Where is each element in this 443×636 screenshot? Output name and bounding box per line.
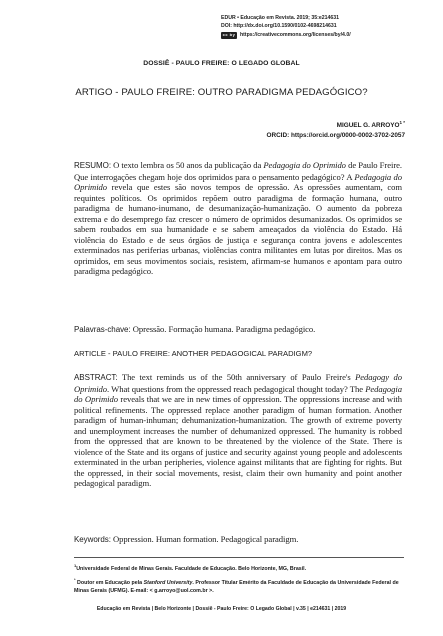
abstract-en-label: ABSTRACT:	[74, 373, 118, 382]
abstract-en-text: . What questions from the oppressed reach pedagogical thought today? The	[107, 383, 366, 394]
footnote-text: . Professor Titular Emérito da Faculdade de Educação da Universidade Federal de Minas Gerais (UFMG). E-mail: < g.arroyo@uol.com.br >.	[74, 579, 399, 594]
abstract-pt-text: revela que estes são novos tempos de opressão. As opressões aumentam, com requintes políticos. Os oprimidos repõem outro paradigma de formação humana, outro paradigma de humano-inumano, de desumanização-humanização. O aumento da pobreza extrema e do desemprego faz crescer o número de oprimidos desumanizados. Os oprimidos se sabem roubados em sua humanidade e se sabem ameaçados da violência do Estado. Há violência do Estado e de seus órgãos de justiça e segurança contra jovens e adolescentes exterminados nas periferias urbanas, violências contra militantes em lutas por direitos. Mas os oprimidos, em seus movimentos sociais, resistem, afirmam-se humanos e apontam para outro paradigma pedagógico.	[74, 182, 402, 276]
keywords-en-text: Oppression. Human formation. Pedagogical paradigm.	[110, 534, 299, 544]
author-block	[266, 118, 405, 141]
section-heading: DOSSIÊ - PAULO FREIRE: O LEGADO GLOBAL	[143, 60, 300, 67]
author-name: MIGUEL G. ARROYO	[336, 122, 400, 130]
journal-citation: EDUR • Educação em Revista. 2019; 35:e214631	[221, 15, 340, 21]
footnotes	[74, 557, 404, 598]
footnote-text: Universidade Federal de Minas Gerais. Faculdade de Educação. Belo Horizonte, MG, Brasil.	[76, 565, 307, 572]
keywords-pt-text: Opressão. Formação humana. Paradigma pedagógico.	[130, 324, 316, 334]
author-marks: 1 *	[399, 120, 405, 125]
license-link[interactable]: https://creativecommons.org/licenses/by/4.0/	[240, 31, 351, 38]
book-title-italic: Pedagogia do Oprimido	[74, 383, 402, 404]
keywords-pt-label: Palavras-chave:	[74, 325, 131, 334]
cc-license-icon: cc by	[222, 31, 236, 37]
footnote-text: Doutor em Educação pela	[75, 579, 144, 586]
doi-line: DOI: http://dx.doi.org/10.1590/0102-4698214631	[221, 23, 337, 30]
abstract-en-text: reveals that we are in new times of oppression. The oppressions increase and with political refinements. The oppressed replace another paradigm of human formation. Another paradigm of human-inhuman; dehumanization-humanization. The growth of extreme poverty and unemployment increases the number of dehumanized oppressed. The humanity is robbed from the oppressed that are known to be threatened by the violence of the State. There is violence of the State and its organs of justice and security against young people and adolescents exterminated in the urban peripheries, violence against militants that are fighting for rights. But the oppressed, in their social movements, resist, claim their own humanity and point another pedagogical paradigm.	[74, 394, 402, 488]
keywords-pt	[74, 324, 402, 336]
footnote-mark: *	[74, 576, 76, 582]
abstract-pt-label: RESUMO:	[74, 161, 111, 170]
footnote-affiliation	[74, 562, 404, 573]
keywords-en-label: Keywords:	[74, 535, 111, 544]
footnote-mark: 1	[74, 563, 77, 568]
article-title: ARTIGO - PAULO FREIRE: OUTRO PARADIGMA PEDAGÓGICO?	[75, 87, 368, 98]
abstract-pt-text: O texto lembra os 50 anos da publicação da	[111, 160, 264, 170]
book-title-italic: Pedagogia do Oprimido	[263, 160, 346, 170]
footnote-italic: Stanford University	[143, 579, 193, 586]
abstract-pt	[74, 160, 402, 277]
abstract-pt-text: de Paulo Freire. Que interrogações chegam hoje dos oprimidos para o pensamento pedagógico? A	[74, 160, 403, 182]
book-title-italic: Pedagogia do Oprimido	[74, 171, 403, 192]
footnote-author-bio	[74, 576, 404, 595]
abstract-en-text: The text reminds us of the 50th anniversary of Paulo Freire's	[117, 372, 356, 382]
orcid-link[interactable]: ORCID: https://orcid.org/0000-0002-3702-2057	[266, 132, 405, 140]
page-footer: Educação em Revista | Belo Horizonte | Dossiê - Paulo Freire: O Legado Global | v.35 | e214631 | 2019	[96, 606, 347, 612]
article-title-en: ARTICLE - PAULO FREIRE: ANOTHER PEDAGOGICAL PARADIGM?	[74, 349, 313, 358]
journal-metadata	[221, 14, 421, 39]
book-title-italic: Pedagogy do Oprimido	[74, 372, 403, 394]
keywords-en	[74, 534, 402, 546]
abstract-en	[74, 372, 402, 489]
license-row	[221, 31, 421, 39]
